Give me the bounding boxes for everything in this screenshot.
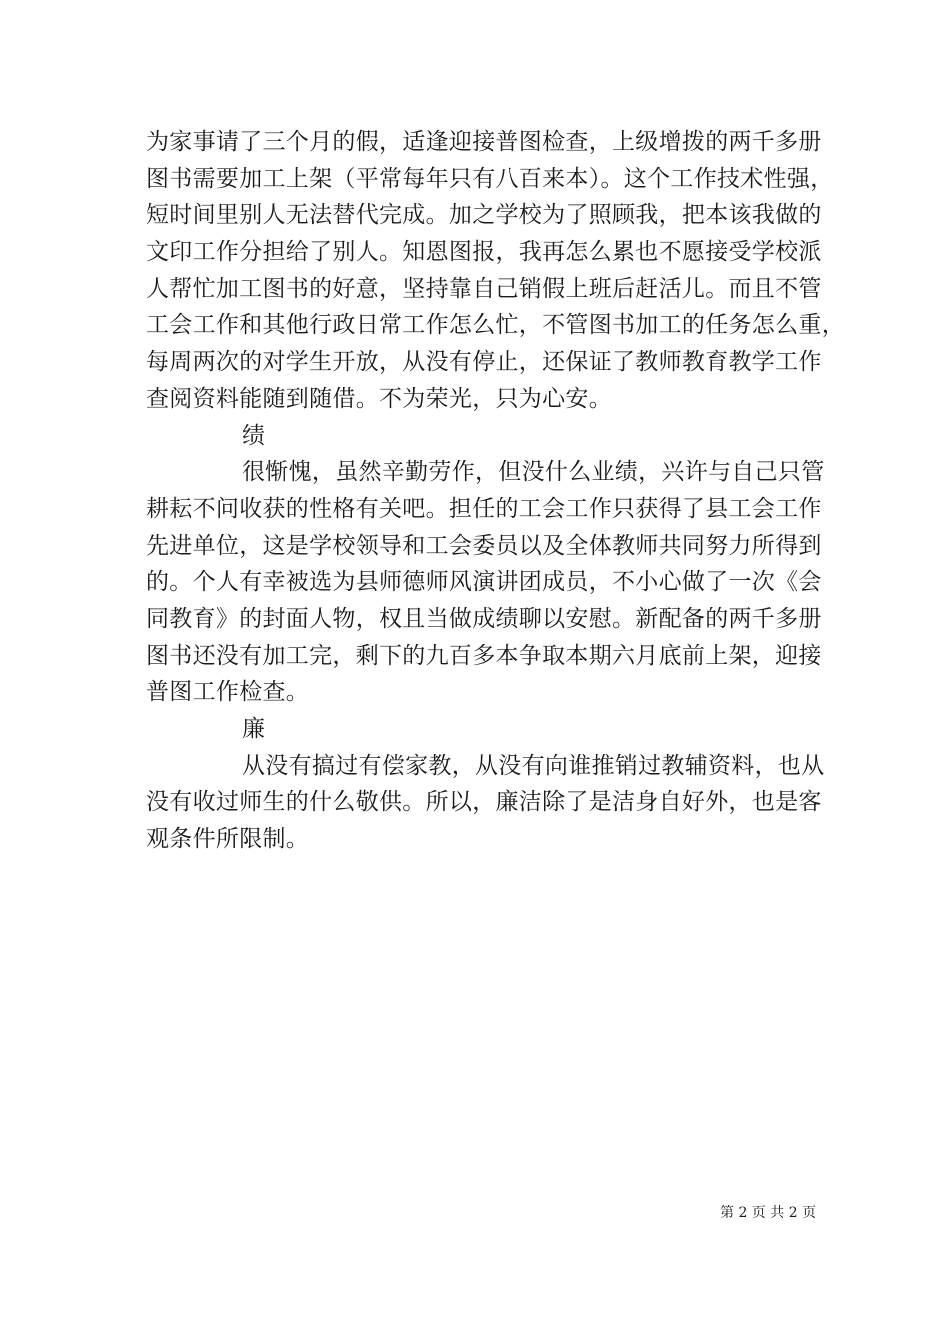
paragraph-line: 每周两次的对学生开放，从没有停止，还保证了教师教育教学工作 xyxy=(146,349,822,376)
paragraph-line: 先进单位，这是学校领导和工会委员以及全体教师共同努力所得到 xyxy=(146,532,822,559)
paragraph-line: 图书需要加工上架（平常每年只有八百来本）。这个工作技术性强， xyxy=(146,165,834,192)
paragraph-line: 的。个人有幸被选为县师德师风演讲团成员，不小心做了一次《会 xyxy=(146,569,822,596)
paragraph-line: 文印工作分担给了别人。知恩图报，我再怎么累也不愿接受学校派 xyxy=(146,239,822,266)
paragraph-line: 图书还没有加工完，剩下的九百多本争取本期六月底前上架，迎接 xyxy=(146,642,822,669)
document-body xyxy=(146,124,845,858)
section-lian-paragraph xyxy=(146,748,826,858)
paragraph-line: 没有收过师生的什么敬供。所以，廉洁除了是洁身自好外，也是客 xyxy=(146,789,822,816)
paragraph-line: 工会工作和其他行政日常工作怎么忙，不管图书加工的任务怎么重， xyxy=(146,312,845,339)
paragraph-line: 从没有搞过有偿家教，从没有向谁推销过教辅资料，也从 xyxy=(242,752,825,779)
intro-paragraph xyxy=(146,124,845,418)
paragraph-line: 很惭愧，虽然辛勤劳作，但没什么业绩，兴许与自己只管 xyxy=(242,459,825,486)
paragraph-line: 人帮忙加工图书的好意，坚持靠自己销假上班后赶活儿。而且不管 xyxy=(146,275,822,302)
section-heading-lian: 廉 xyxy=(242,716,266,742)
paragraph-line: 查阅资料能随到随借。不为荣光，只为心安。 xyxy=(146,385,612,412)
paragraph-line: 观条件所限制。 xyxy=(146,826,310,853)
section-heading-ji: 绩 xyxy=(242,422,266,449)
section-ji-paragraph xyxy=(146,454,826,711)
paragraph-line: 短时间里别人无法替代完成。加之学校为了照顾我，把本该我做的 xyxy=(146,202,822,229)
paragraph-line: 同教育》的封面人物，权且当做成绩聊以安慰。新配备的两千多册 xyxy=(146,605,822,632)
paragraph-line: 普图工作检查。 xyxy=(146,679,310,706)
paragraph-line: 为家事请了三个月的假，适逢迎接普图检查，上级增拨的两千多册 xyxy=(146,129,822,155)
paragraph-line: 耕耘不问收获的性格有关吧。担任的工会工作只获得了县工会工作 xyxy=(146,495,822,522)
page-number-footer: 第 2 页 共 2 页 xyxy=(720,1205,817,1221)
